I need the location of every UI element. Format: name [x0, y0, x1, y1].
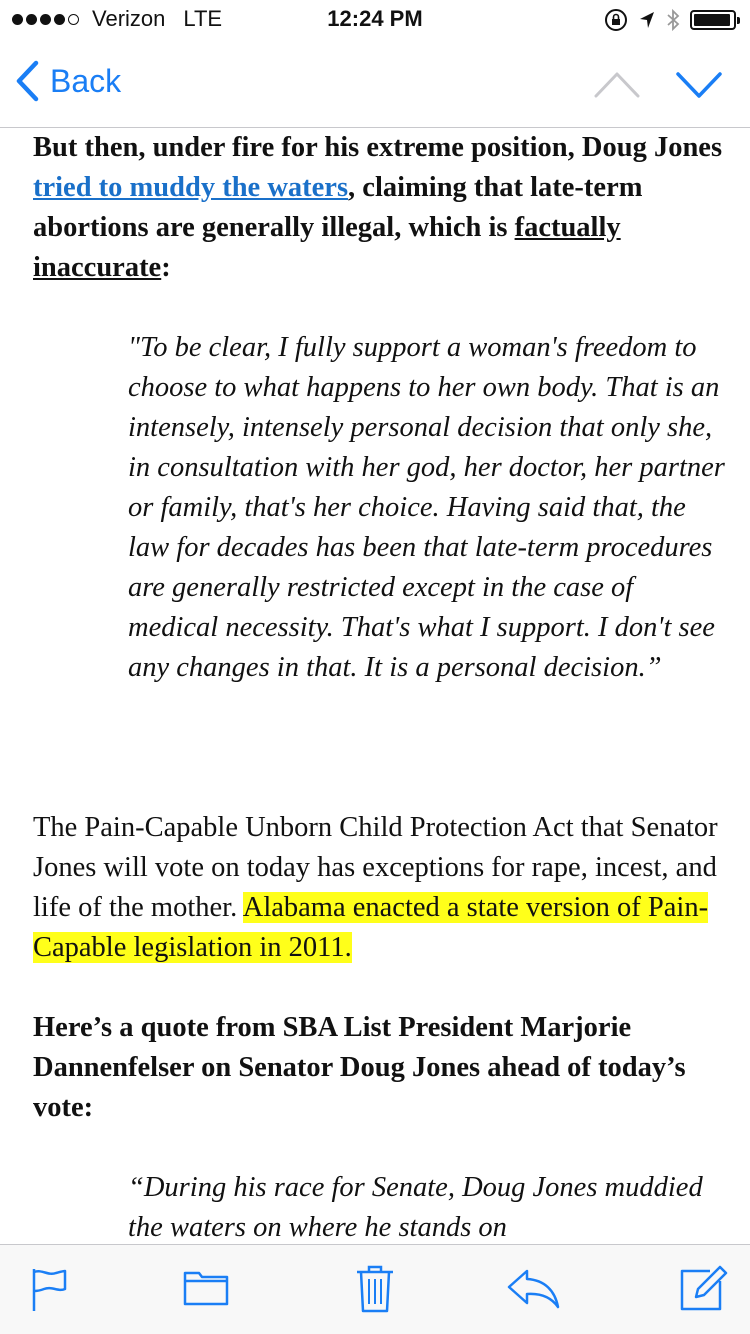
battery-level — [694, 14, 730, 26]
bluetooth-icon — [666, 8, 680, 32]
battery-icon — [690, 10, 736, 30]
chevron-down-icon[interactable] — [674, 66, 724, 102]
network-type: LTE — [183, 6, 223, 31]
orientation-lock-icon — [604, 8, 628, 32]
status-right — [604, 8, 736, 32]
blockquote-jones: "To be clear, I fully support a woman's freedom to choose to what happens to her own body. That is an intensely, intensely personal decision that only she, in consultation with her god, her doctor, her partner or family, that's her choice. Having said that, the law for decades has been that late-term procedures are generally restricted except in the case of medical necessity. That's what I support. I don't see any changes in that. It is a personal decision.” — [128, 332, 725, 683]
navigation-bar — [0, 40, 750, 128]
back-button[interactable] — [14, 60, 121, 102]
muddy-waters-link[interactable]: tried to muddy the waters — [33, 172, 349, 203]
highlighted-text: Alabama enacted a state version of Pain-Capable legislation in 2011. — [33, 892, 709, 963]
chevron-left-icon — [14, 60, 40, 102]
paragraph-1-end: : — [161, 252, 171, 283]
bottom-toolbar — [0, 1244, 750, 1334]
email-paragraph-2 — [33, 808, 733, 968]
factually-inaccurate-link[interactable]: factually inaccurate — [33, 212, 621, 283]
reply-icon[interactable] — [505, 1267, 561, 1311]
folder-icon[interactable] — [183, 1267, 229, 1307]
paragraph-1-middle: , claiming that late-term abortions are generally illegal, which is — [33, 172, 643, 243]
paragraph-1-text: But then, under fire for his extreme position, Doug Jones — [33, 132, 723, 163]
email-paragraph-3: Here’s a quote from SBA List President Marjorie Dannenfelser on Senator Doug Jones ahead of today’s vote: — [33, 1012, 686, 1123]
flag-icon[interactable] — [30, 1267, 70, 1313]
location-arrow-icon — [638, 10, 656, 30]
compose-icon[interactable] — [678, 1263, 728, 1313]
carrier-name: Verizon — [92, 6, 166, 31]
trash-icon[interactable] — [355, 1263, 395, 1315]
chevron-up-icon[interactable] — [592, 66, 642, 102]
paragraph-2-text: The Pain-Capable Unborn Child Protection Act that Senator Jones will vote on today has exceptions for rape, incest, and life of the mother. — [33, 812, 718, 923]
status-time: 12:24 PM — [327, 6, 423, 31]
email-body[interactable] — [0, 128, 750, 1244]
back-label: Back — [50, 62, 122, 99]
status-bar — [0, 0, 750, 40]
email-paragraph-1 — [33, 128, 723, 288]
blockquote-dannenfelser: “During his race for Senate, Doug Jones muddied the waters on where he stands on — [128, 1172, 703, 1243]
